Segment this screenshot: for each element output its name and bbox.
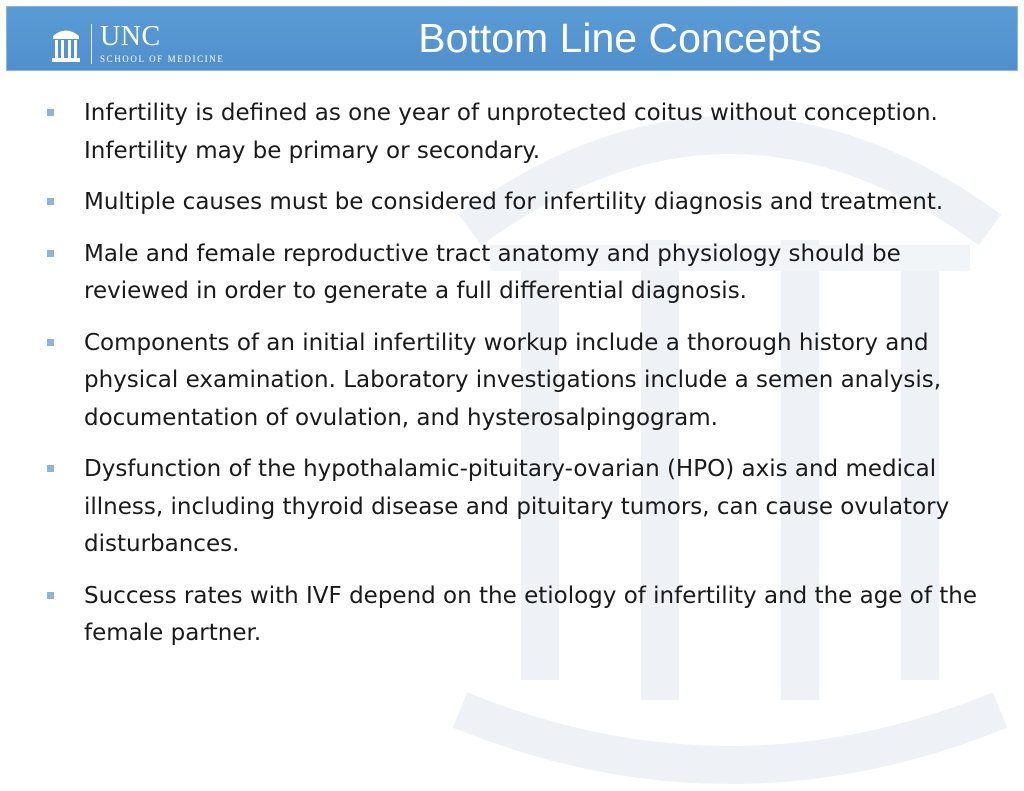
logo-text: [100, 23, 224, 65]
bullet-text: Multiple causes must be considered for infertility diagnosis and treatment.: [84, 189, 944, 215]
bullet-text: Success rates with IVF depend on the etiology of infertility and the age of the female partner.: [84, 582, 977, 646]
bullet-item: [44, 184, 984, 222]
page-title: Bottom Line Concepts: [418, 15, 822, 61]
bullet-item: [44, 451, 984, 564]
bullet-text: Components of an initial infertility workup include a thorough history and physical examination. Laboratory investigations include a semen analysis, documentation of ovulation, and hysterosalpingogram.: [84, 329, 942, 431]
old-well-icon: [51, 24, 81, 64]
bullet-list: [44, 95, 984, 667]
bullet-square-icon: [47, 465, 54, 472]
bullet-text: Infertility is defined as one year of unprotected coitus without conception. Infertility may be primary or secondary.: [84, 100, 938, 164]
unc-logo: [51, 21, 224, 67]
bullet-square-icon: [47, 109, 54, 116]
logo-divider: [91, 24, 92, 64]
bullet-square-icon: [47, 592, 54, 599]
bullet-text: Male and female reproductive tract anatomy and physiology should be reviewed in order to generate a full differential diagnosis.: [84, 240, 901, 304]
bullet-square-icon: [47, 339, 54, 346]
bullet-text: Dysfunction of the hypothalamic-pituitary-ovarian (HPO) axis and medical illness, including thyroid disease and pituitary tumors, can cause ovulatory disturbances.: [84, 456, 950, 557]
bullet-item: [44, 325, 984, 438]
bullet-item: [44, 578, 984, 653]
bullet-square-icon: [47, 250, 54, 257]
bullet-square-icon: [47, 198, 54, 205]
bullet-item: [44, 236, 984, 311]
bullet-item: [44, 95, 984, 170]
logo-unc-text: UNC: [100, 21, 161, 52]
logo-school-text: SCHOOL OF MEDICINE: [100, 54, 225, 64]
